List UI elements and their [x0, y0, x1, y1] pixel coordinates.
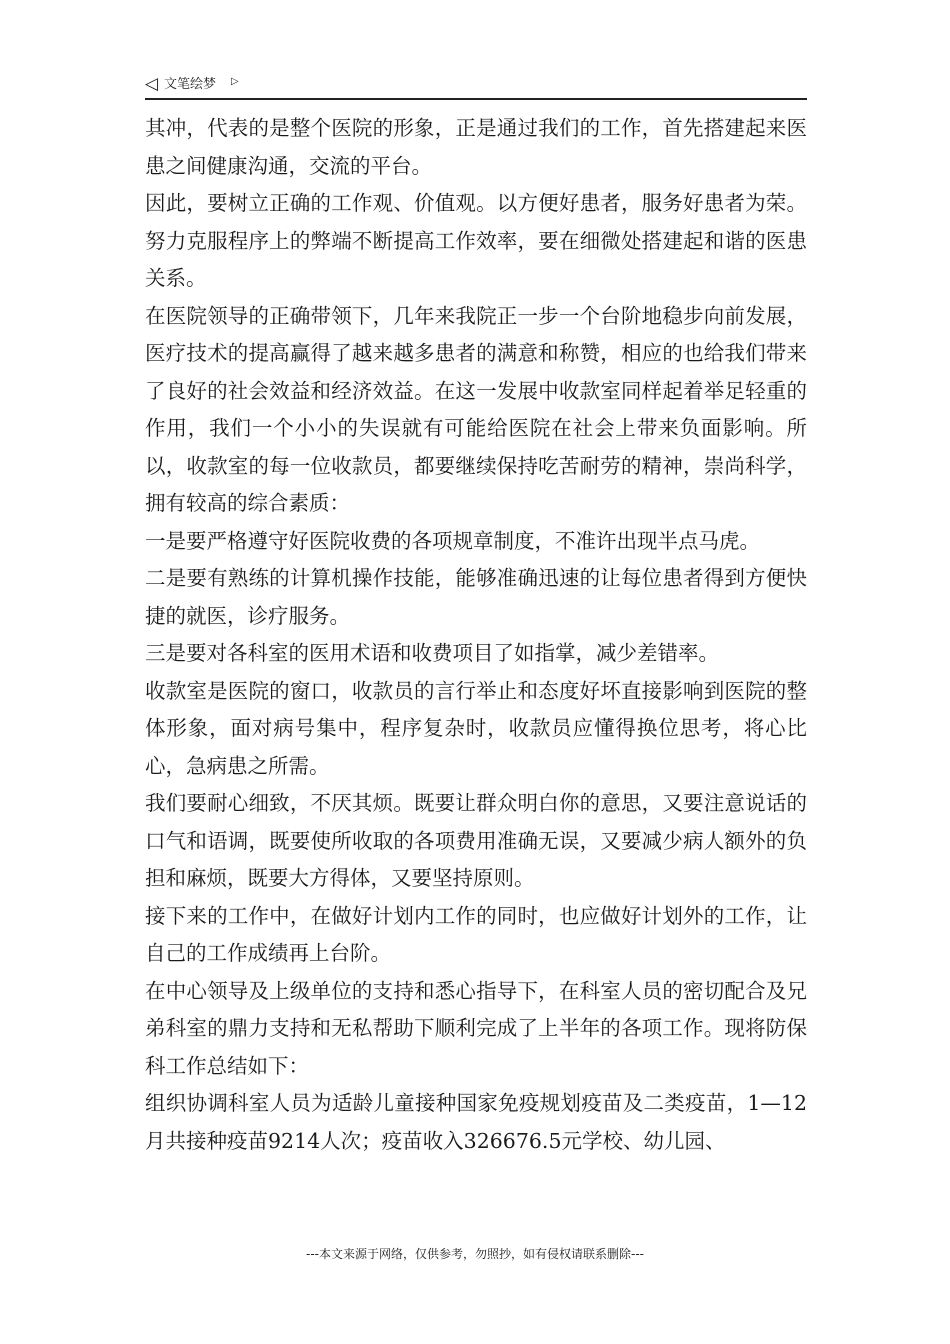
paragraph: 因此，要树立正确的工作观、价值观。以方便好患者，服务好患者为荣。努力克服程序上的弊端不断提高工作效率，要在细微处搭建起和谐的医患关系。	[145, 191, 807, 290]
page-header	[145, 72, 807, 100]
footer-disclaimer: ---本文来源于网络，仅供参考，勿照抄，如有侵权请联系删除---	[306, 1247, 644, 1261]
paragraph: 在医院领导的正确带领下，几年来我院正一步一个台阶地稳步向前发展，医疗技术的提高赢得了越来越多患者的满意和称赞，相应的也给我们带来了良好的社会效益和经济效益。在这一发展中收款室同样起着举足轻重的作用，我们一个小小的失误就有可能给医院在社会上带来负面影响。所以，收款室的每一位收款员，都要继续保持吃苦耐劳的精神，崇尚科学，拥有较高的综合素质：	[145, 303, 807, 515]
paragraph: 我们要耐心细致，不厌其烦。既要让群众明白你的意思，又要注意说话的口气和语调，既要使所收取的各项费用准确无误，又要减少病人额外的负担和麻烦，既要大方得体，又要坚持原则。	[145, 791, 807, 890]
paragraph: 二是要有熟练的计算机操作技能，能够准确迅速的让每位患者得到方便快捷的就医，诊疗服务。	[145, 566, 807, 628]
paragraph: 其冲，代表的是整个医院的形象，正是通过我们的工作，首先搭建起来医患之间健康沟通，交流的平台。	[145, 116, 807, 178]
paragraph: 组织协调科室人员为适龄儿童接种国家免疫规划疫苗及二类疫苗，1—12月共接种疫苗9214人次；疫苗收入326676.5元学校、幼儿园、	[145, 1091, 807, 1153]
document-body	[145, 110, 807, 1160]
paragraph: 接下来的工作中，在做好计划内工作的同时，也应做好计划外的工作，让自己的工作成绩再上台阶。	[145, 903, 807, 965]
triangle-left-icon: ◁	[145, 74, 159, 94]
paragraph: 收款室是医院的窗口，收款员的言行举止和态度好坏直接影响到医院的整体形象，面对病号集中，程序复杂时，收款员应懂得换位思考，将心比心，急病患之所需。	[145, 678, 807, 778]
paragraph: 三是要对各科室的医用术语和收费项目了如指掌，减少差错率。	[145, 641, 719, 665]
header-title: 文笔绘梦	[164, 77, 217, 92]
paragraph: 在中心领导及上级单位的支持和悉心指导下，在科室人员的密切配合及兄弟科室的鼎力支持和无私帮助下顺利完成了上半年的各项工作。现将防保科工作总结如下：	[145, 978, 807, 1078]
triangle-right-icon: ▷	[231, 76, 239, 87]
paragraph: 一是要严格遵守好医院收费的各项规章制度，不准许出现半点马虎。	[145, 528, 760, 553]
